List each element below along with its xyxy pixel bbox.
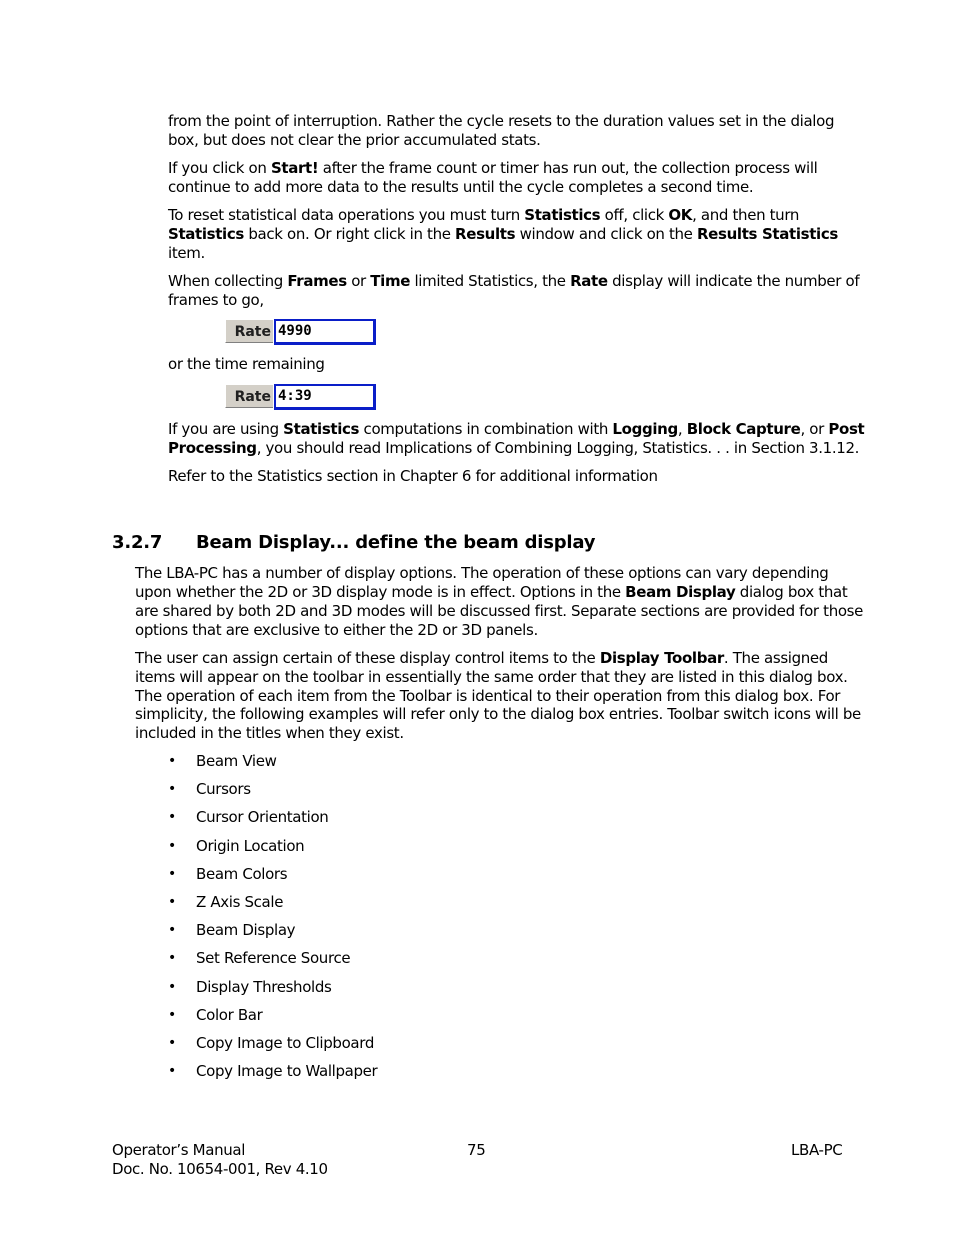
text: back on. Or right click in the bbox=[243, 225, 456, 243]
bullet-icon: • bbox=[168, 1063, 176, 1080]
list-item-label: Cursor Orientation bbox=[196, 808, 329, 827]
para-line bbox=[135, 649, 828, 668]
text: display will indicate the number of bbox=[607, 272, 860, 290]
list-item-label: Beam Display bbox=[196, 921, 296, 940]
page-number: 75 bbox=[467, 1141, 486, 1159]
text: If you are using bbox=[168, 420, 284, 438]
section-title: Beam Display... define the beam display bbox=[196, 532, 596, 553]
bullet-icon: • bbox=[168, 950, 176, 967]
list-item-label: Z Axis Scale bbox=[196, 892, 284, 911]
list-item-label: Beam Colors bbox=[196, 864, 288, 883]
para-line bbox=[135, 583, 847, 602]
para-line: items will appear on the toolbar in essentially the same order that they are listed in this dialog box. bbox=[135, 668, 848, 686]
bold-term: Start! bbox=[270, 159, 319, 177]
bullet-icon: • bbox=[168, 1006, 176, 1023]
bullet-icon: • bbox=[168, 809, 176, 826]
bold-term: Display Toolbar bbox=[599, 649, 724, 667]
para-line: The operation of each item from the Toolbar is identical to their operation from this dialog box. For bbox=[135, 687, 841, 705]
text: When collecting bbox=[168, 272, 288, 290]
list-item-label: Set Reference Source bbox=[196, 949, 351, 968]
bullet-icon: • bbox=[168, 978, 176, 995]
para-line: The LBA-PC has a number of display options. The operation of these options can vary depending bbox=[135, 564, 829, 582]
para-line: Refer to the Statistics section in Chapter 6 for additional information bbox=[168, 467, 658, 485]
text: To reset statistical data operations you must turn bbox=[168, 206, 525, 224]
bold-term: Results bbox=[455, 225, 516, 243]
rate-value: 4:39 bbox=[278, 388, 312, 404]
text: , or bbox=[800, 420, 829, 438]
footer-doc-number: Doc. No. 10654-001, Rev 4.10 bbox=[112, 1160, 328, 1178]
bold-term: Statistics bbox=[168, 225, 244, 243]
text: dialog box that bbox=[735, 583, 848, 601]
para-line: from the point of interruption. Rather the cycle resets to the duration values set in the dialog bbox=[168, 112, 835, 130]
text: or bbox=[346, 272, 371, 290]
text: The user can assign certain of these display control items to the bbox=[135, 649, 600, 667]
list-item-label: Cursors bbox=[196, 780, 251, 799]
text: If you click on bbox=[168, 159, 271, 177]
para-line bbox=[168, 420, 864, 439]
footer-manual-title: Operator’s Manual bbox=[112, 1141, 246, 1159]
bold-term: OK bbox=[668, 206, 693, 224]
para-line: item. bbox=[168, 244, 205, 262]
list-item-label: Beam View bbox=[196, 752, 277, 770]
list-item-label: Color Bar bbox=[196, 1005, 263, 1024]
text: window and click on the bbox=[515, 225, 697, 243]
bold-term: Results Statistics bbox=[696, 225, 838, 243]
para-line bbox=[168, 439, 859, 458]
bold-term: Frames bbox=[287, 272, 347, 290]
rate-value-field bbox=[274, 384, 376, 410]
bullet-icon: • bbox=[168, 893, 176, 910]
para-line: continue to add more data to the results until the cycle completes a second time. bbox=[168, 178, 754, 196]
text: after the frame count or timer has run out, the collection process will bbox=[318, 159, 818, 177]
para-line: are shared by both 2D and 3D modes will be discussed first. Separate sections are provided for those bbox=[135, 602, 864, 620]
para-line bbox=[168, 206, 799, 225]
bold-term: Statistics bbox=[283, 420, 360, 438]
bullet-icon: • bbox=[168, 865, 176, 882]
section-heading bbox=[112, 532, 595, 553]
para-line: box, but does not clear the prior accumulated stats. bbox=[168, 131, 541, 149]
text: , and then turn bbox=[692, 206, 800, 224]
text: , you should read Implications of Combining Logging, Statistics. . . in Section 3.1.12. bbox=[256, 439, 860, 457]
list-item-label: Copy Image to Clipboard bbox=[196, 1033, 374, 1052]
para-line bbox=[168, 225, 838, 244]
para-line: or the time remaining bbox=[168, 355, 325, 373]
text: off, click bbox=[600, 206, 669, 224]
rate-label: Rate bbox=[225, 319, 273, 343]
bullet-icon: • bbox=[168, 753, 176, 769]
bold-term: Block Capture bbox=[686, 420, 801, 438]
para-line bbox=[168, 272, 859, 291]
text: upon whether the 2D or 3D display mode is in effect. Options in the bbox=[135, 583, 626, 601]
rate-display-frames bbox=[225, 319, 376, 345]
section-number: 3.2.7 bbox=[112, 532, 163, 553]
para-line: simplicity, the following examples will refer only to the dialog box entries. Toolbar switch icons will be bbox=[135, 705, 861, 723]
text: , bbox=[677, 420, 687, 438]
bullet-icon: • bbox=[168, 1034, 176, 1051]
list-item-label: Display Thresholds bbox=[196, 977, 332, 996]
para-line: frames to go, bbox=[168, 291, 264, 309]
rate-label: Rate bbox=[225, 384, 273, 408]
para-line: options that are exclusive to either the 2D or 3D panels. bbox=[135, 621, 538, 639]
bullet-icon: • bbox=[168, 781, 176, 798]
bold-term: Logging bbox=[612, 420, 678, 438]
list-item-label: Copy Image to Wallpaper bbox=[196, 1062, 378, 1081]
para-line bbox=[168, 159, 817, 178]
rate-value: 4990 bbox=[278, 323, 312, 339]
bullet-icon: • bbox=[168, 837, 176, 854]
bold-term: Beam Display bbox=[625, 583, 736, 601]
bold-term: Post bbox=[828, 420, 865, 438]
bold-term: Statistics bbox=[524, 206, 601, 224]
footer-product-name: LBA-PC bbox=[791, 1141, 843, 1159]
bold-term: Time bbox=[370, 272, 411, 290]
text: computations in combination with bbox=[359, 420, 613, 438]
bold-term: Rate bbox=[570, 272, 608, 290]
rate-display-time bbox=[225, 384, 376, 410]
rate-value-field bbox=[274, 319, 376, 345]
text: . The assigned bbox=[723, 649, 828, 667]
list-item-label: Origin Location bbox=[196, 836, 305, 855]
para-line: included in the titles when they exist. bbox=[135, 724, 404, 742]
bullet-icon: • bbox=[168, 922, 176, 939]
text: limited Statistics, the bbox=[410, 272, 571, 290]
bold-term: Processing bbox=[168, 439, 257, 457]
